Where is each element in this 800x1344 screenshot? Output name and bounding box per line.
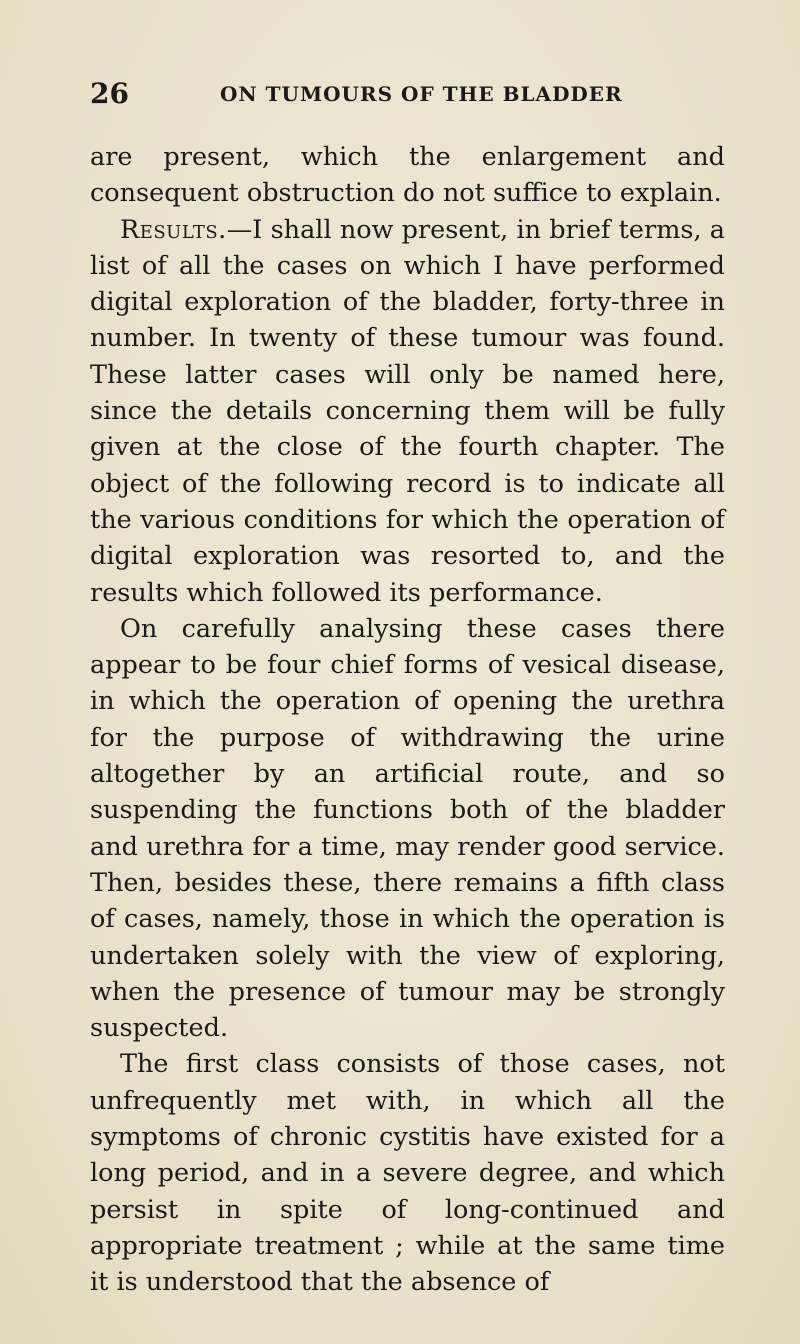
body-text bbox=[90, 139, 725, 1301]
paragraph-2-text: —I shall now present, in brief terms, a list of all the cases on which I have performed digital exploration of the bladder, forty-three in number. In twenty of these tumour was found. These latter cases will only be named here, since the details concerning them will be fully given at the close of the fourth chapter. The object of the following record is to indicate all the various conditions for which the operation of digital exploration was resorted to, and the results which followed its performance. bbox=[90, 214, 725, 608]
running-title: ON TUMOURS OF THE BLADDER bbox=[220, 82, 623, 106]
paragraph-1: are present, which the enlargement and consequent obstruction do not suffice to explain. bbox=[90, 142, 725, 209]
page-number: 26 bbox=[90, 77, 129, 110]
paragraph-4: The first class consists of those cases, not unfrequently met with, in which all the symptoms of chronic cystitis have existed for a long period, and in a severe degree, and which persist in spite of long-continued and appropriate treatment ; while at the same time it is understood that the absence of bbox=[90, 1049, 725, 1298]
page-header bbox=[90, 74, 710, 114]
paragraph-3: On carefully analysing these cases there appear to be four chief forms of vesical disease, in which the operation of opening the urethra for the purpose of withdrawing the urine altogether by an artificial route, and so suspending the functions both of the bladder and urethra for a time, may render good service. Then, besides these, there remains a fifth class of cases, namely, those in which the operation is undertaken solely with the view of exploring, when the presence of tumour may be strongly suspected. bbox=[90, 613, 725, 1044]
paragraph-2 bbox=[90, 212, 725, 611]
section-lead: Results. bbox=[120, 214, 227, 245]
